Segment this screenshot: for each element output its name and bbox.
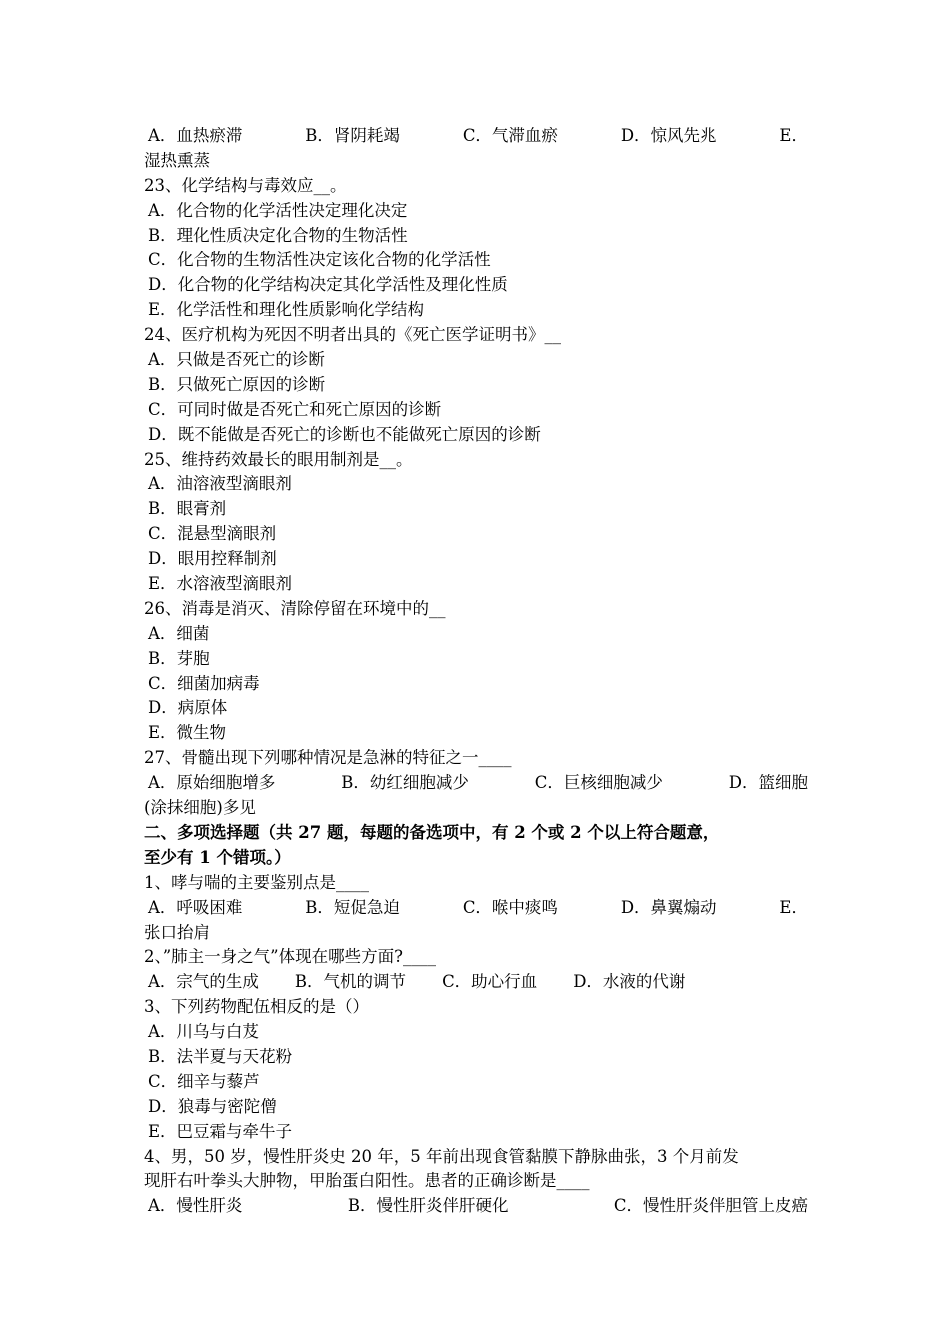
question-26-option-e: E．微生物 xyxy=(148,723,227,743)
option-a: A．原始细胞增多 xyxy=(148,773,276,793)
multi-question-3-option-d: D．狼毒与密陀僧 xyxy=(148,1096,277,1116)
multi-question-2-options xyxy=(144,970,808,995)
option-b: B．幼红细胞减少 xyxy=(341,773,469,793)
option-e: E． xyxy=(779,126,808,145)
question-25-option-a: A．油溶液型滴眼剂 xyxy=(148,474,292,494)
question-23-option-a: A．化合物的化学活性决定理化决定 xyxy=(148,200,408,220)
option-d: D．水液的代谢 xyxy=(573,972,686,992)
question-27-stem: 27、骨髓出现下列哪种情况是急淋的特征之一____ xyxy=(144,748,512,768)
multi-question-3-option-b: B．法半夏与天花粉 xyxy=(148,1046,293,1066)
multi-question-1-stem: 1、哮与喘的主要鉴别点是____ xyxy=(144,872,369,892)
question-25-stem: 25、维持药效最长的眼用制剂是__。 xyxy=(144,449,413,469)
option-c: C．气滞血瘀 xyxy=(462,126,558,145)
multi-question-3-stem: 3、下列药物配伍相反的是（） xyxy=(144,997,369,1017)
question-24-option-a: A．只做是否死亡的诊断 xyxy=(148,350,325,370)
multi-question-4-options xyxy=(144,1194,808,1219)
section-2-heading-line1: 二、多项选择题（共 27 题，每题的备选项中，有 2 个或 2 个以上符合题意， xyxy=(144,822,720,842)
question-23-option-e: E．化学活性和理化性质影响化学结构 xyxy=(148,300,425,320)
question-24-option-c: C．可同时做是否死亡和死亡原因的诊断 xyxy=(148,399,442,419)
multi-question-2-stem: 2、”肺主一身之气”体现在哪些方面?____ xyxy=(144,947,436,967)
section-2-heading-line2: 至少有 1 个错项。） xyxy=(144,847,291,867)
question-26-option-d: D．病原体 xyxy=(148,698,228,718)
question-27-option-d-text: (涂抹细胞)多见 xyxy=(144,798,256,818)
question-23-option-b: B．理化性质决定化合物的生物活性 xyxy=(148,225,408,245)
option-e: E． xyxy=(779,897,808,917)
multi-question-1-option-e-text: 张口抬肩 xyxy=(144,922,210,942)
question-25-option-c: C．混悬型滴眼剂 xyxy=(148,524,277,544)
question-24-stem: 24、医疗机构为死因不明者出具的《死亡医学证明书》__ xyxy=(144,325,561,345)
option-a: A．慢性肝炎 xyxy=(148,1196,243,1216)
option-d: D．鼻翼煽动 xyxy=(620,897,717,917)
question-26-option-a: A．细菌 xyxy=(148,623,210,643)
option-c: C．巨核细胞减少 xyxy=(534,773,663,793)
question-26-option-b: B．芽胞 xyxy=(148,648,210,668)
multi-question-4-stem-line2: 现肝右叶拳头大肿物，甲胎蛋白阳性。患者的正确诊断是____ xyxy=(144,1171,590,1191)
option-b: B．慢性肝炎伴肝硬化 xyxy=(347,1196,509,1216)
question-23-option-d: D．化合物的化学结构决定其化学活性及理化性质 xyxy=(148,275,508,295)
question-23-stem: 23、化学结构与毒效应__。 xyxy=(144,175,347,195)
question-22-option-e-text: 湿热熏蒸 xyxy=(144,150,210,170)
question-27-options xyxy=(144,771,808,796)
multi-question-4-stem-line1: 4、男，50 岁，慢性肝炎史 20 年，5 年前出现食管黏膜下静脉曲张，3 个月前发 xyxy=(144,1146,739,1166)
multi-question-1-options xyxy=(144,896,808,921)
option-c: C．助心行血 xyxy=(442,972,538,992)
option-b: B．短促急迫 xyxy=(305,897,400,917)
option-b: B．肾阴耗竭 xyxy=(305,126,400,145)
question-24-option-d: D．既不能做是否死亡的诊断也不能做死亡原因的诊断 xyxy=(148,424,541,444)
question-24-option-b: B．只做死亡原因的诊断 xyxy=(148,374,326,394)
option-d: D．篮细胞 xyxy=(728,773,808,793)
question-26-stem: 26、消毒是消灭、清除停留在环境中的__ xyxy=(144,598,446,618)
multi-question-3-option-a: A．川乌与白芨 xyxy=(148,1022,259,1042)
option-c: C．喉中痰鸣 xyxy=(462,897,558,917)
option-d: D．惊风先兆 xyxy=(620,126,717,145)
option-c: C．慢性肝炎伴胆管上皮癌 xyxy=(613,1196,808,1216)
question-22-options xyxy=(144,124,808,149)
question-23-option-c: C．化合物的生物活性决定该化合物的化学活性 xyxy=(148,250,491,270)
question-25-option-b: B．眼膏剂 xyxy=(148,499,227,519)
option-b: B．气机的调节 xyxy=(294,972,407,992)
question-25-option-e: E．水溶液型滴眼剂 xyxy=(148,574,293,594)
option-a: A．呼吸困难 xyxy=(148,897,243,917)
question-26-option-c: C．细菌加病毒 xyxy=(148,673,260,693)
multi-question-3-option-e: E．巴豆霜与牵牛子 xyxy=(148,1121,293,1141)
option-a: A．血热瘀滞 xyxy=(148,126,243,145)
option-a: A．宗气的生成 xyxy=(148,972,259,992)
multi-question-3-option-c: C．细辛与藜芦 xyxy=(148,1071,260,1091)
document-page xyxy=(144,124,808,1219)
question-25-option-d: D．眼用控释制剂 xyxy=(148,549,277,569)
